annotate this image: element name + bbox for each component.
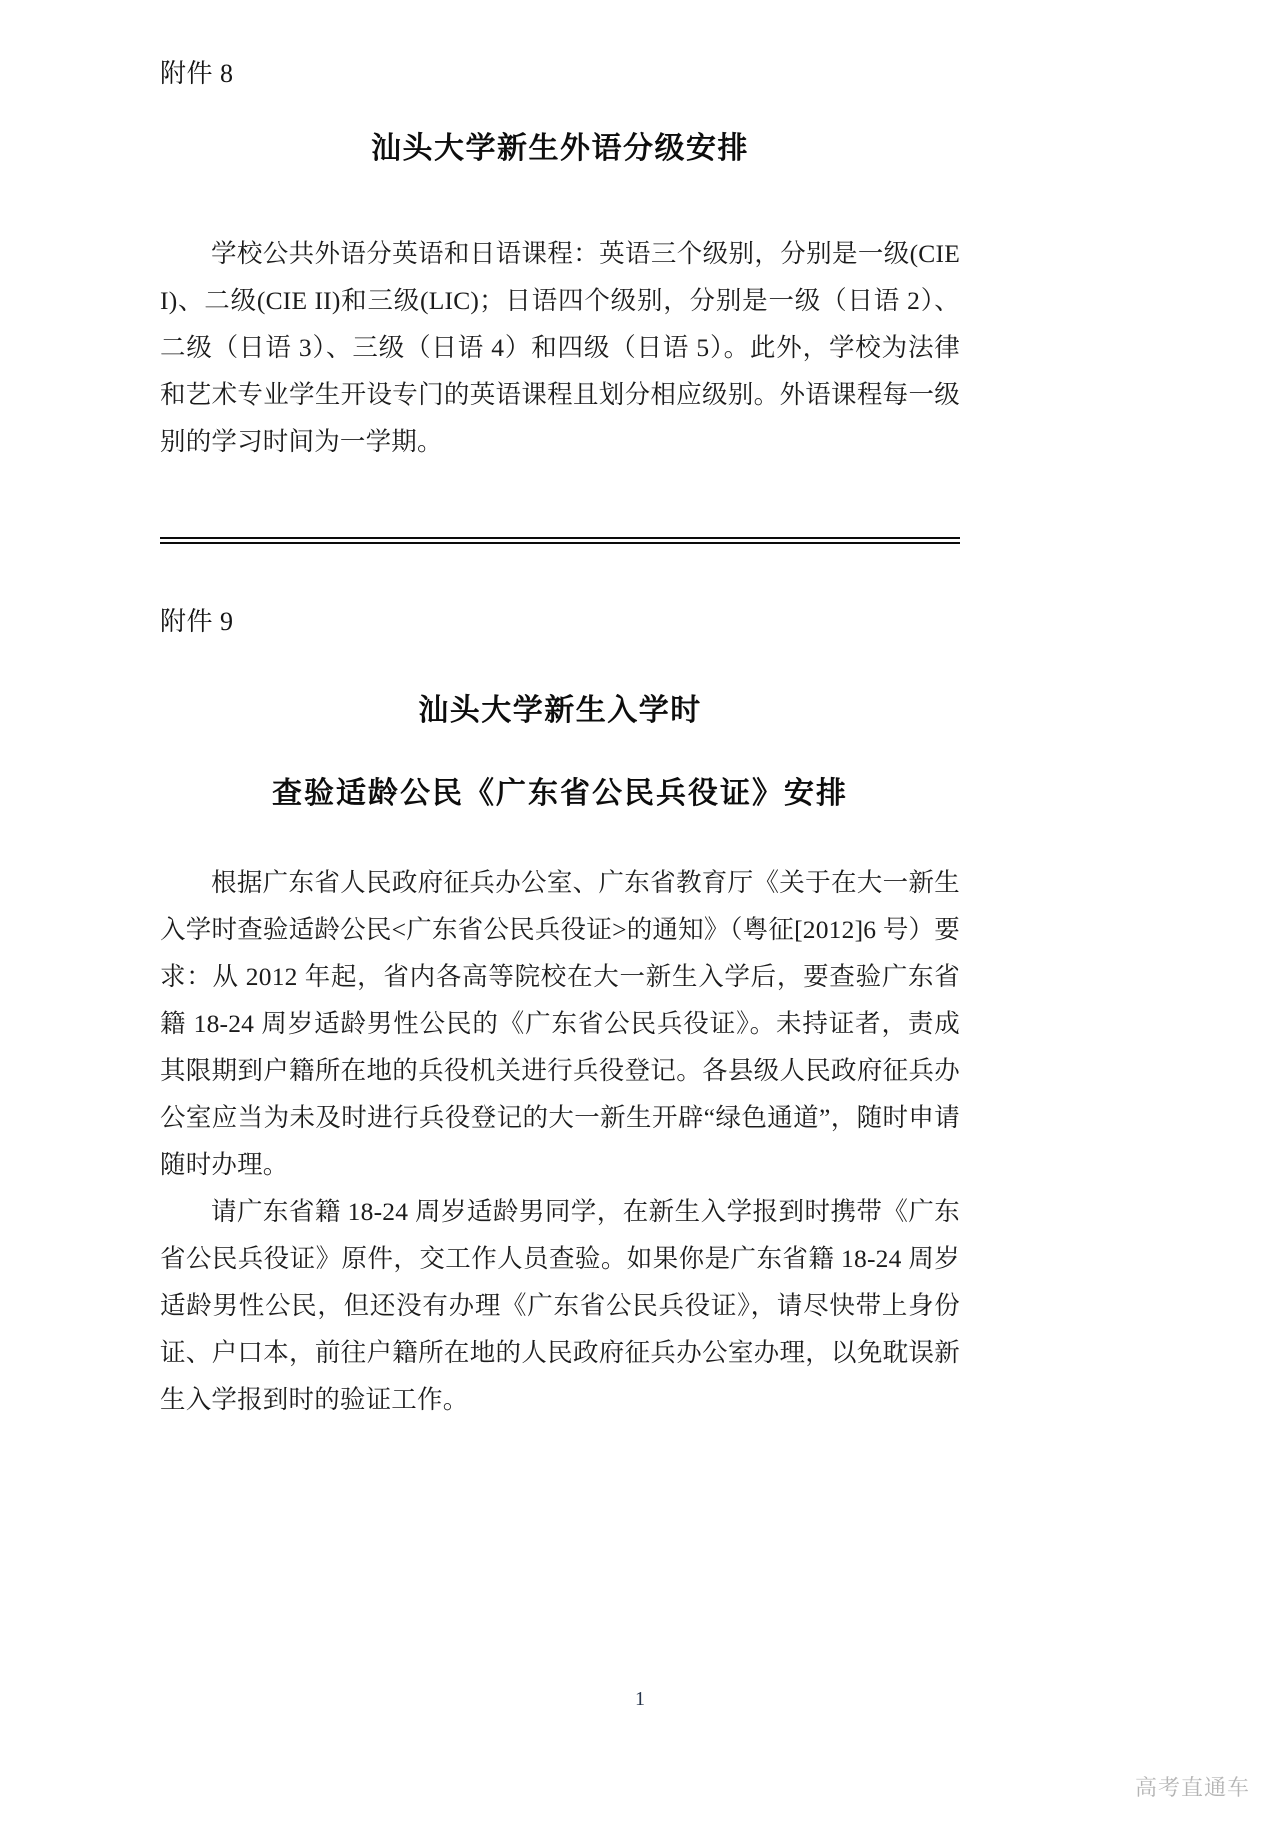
spacer-between-title-lines bbox=[160, 730, 960, 774]
watermark: 高考直通车 bbox=[1134, 1775, 1250, 1800]
section-title-9-line-2: 查验适龄公民《广东省公民兵役证》安排 bbox=[272, 777, 848, 811]
spacer-before-title-8 bbox=[160, 89, 960, 129]
section-title-9-line-1: 汕头大学新生入学时 bbox=[418, 694, 702, 728]
section-9-paragraph-1: 根据广东省人民政府征兵办公室、广东省教育厅《关于在大一新生入学时查验适龄公民<广东省公民兵役证>的通知》（粤征[2012]6 号）要求：从 2012 年起，省内各高等院校在大一新生入学后，要查验广东省籍 18-24 周岁适龄男性公民的《广东省公民兵役证》。未持证者，责成其限期到户籍所在地的兵役机关进行兵役登记。各县级人民政府征兵办公室应当为未及时进行兵役登记的大一新生开辟“绿色通道”，随时申请随时办理。 bbox=[160, 868, 960, 1180]
section-title-8: 汕头大学新生外语分级安排 bbox=[371, 132, 749, 166]
section-8-paragraph-1: 学校公共外语分英语和日语课程：英语三个级别，分别是一级(CIE I)、二级(CIE II)和三级(LIC)；日语四个级别，分别是一级（日语 2）、二级（日语 3）、三级（日语 4）和四级（日语 5）。此外，学校为法律和艺术专业学生开设专门的英语课程且划分相应级别。外语课程每一级别的学习时间为一学期。 bbox=[160, 239, 960, 457]
spacer-after-divider bbox=[160, 544, 960, 606]
spacer-top bbox=[160, 0, 960, 58]
spacer-before-title-9 bbox=[160, 637, 960, 691]
section-9-paragraph-2: 请广东省籍 18-24 周岁适龄男同学，在新生入学报到时携带《广东省公民兵役证》原件，交工作人员查验。如果你是广东省籍 18-24 周岁适龄男性公民，但还没有办理《广东省公民兵役证》，请尽快带上身份证、户口本，前往户籍所在地的人民政府征兵办公室办理，以免耽误新生入学报到时的验证工作。 bbox=[160, 1197, 960, 1415]
attachment-label-8: 附件 8 bbox=[160, 59, 234, 88]
attachment-label-9: 附件 9 bbox=[160, 607, 234, 637]
spacer-after-title-8 bbox=[160, 168, 960, 230]
spacer-before-divider bbox=[160, 465, 960, 537]
document-content bbox=[160, 0, 960, 1423]
section-divider bbox=[160, 537, 960, 544]
spacer-after-title-9 bbox=[160, 813, 960, 859]
page-number: 1 bbox=[635, 1688, 645, 1710]
